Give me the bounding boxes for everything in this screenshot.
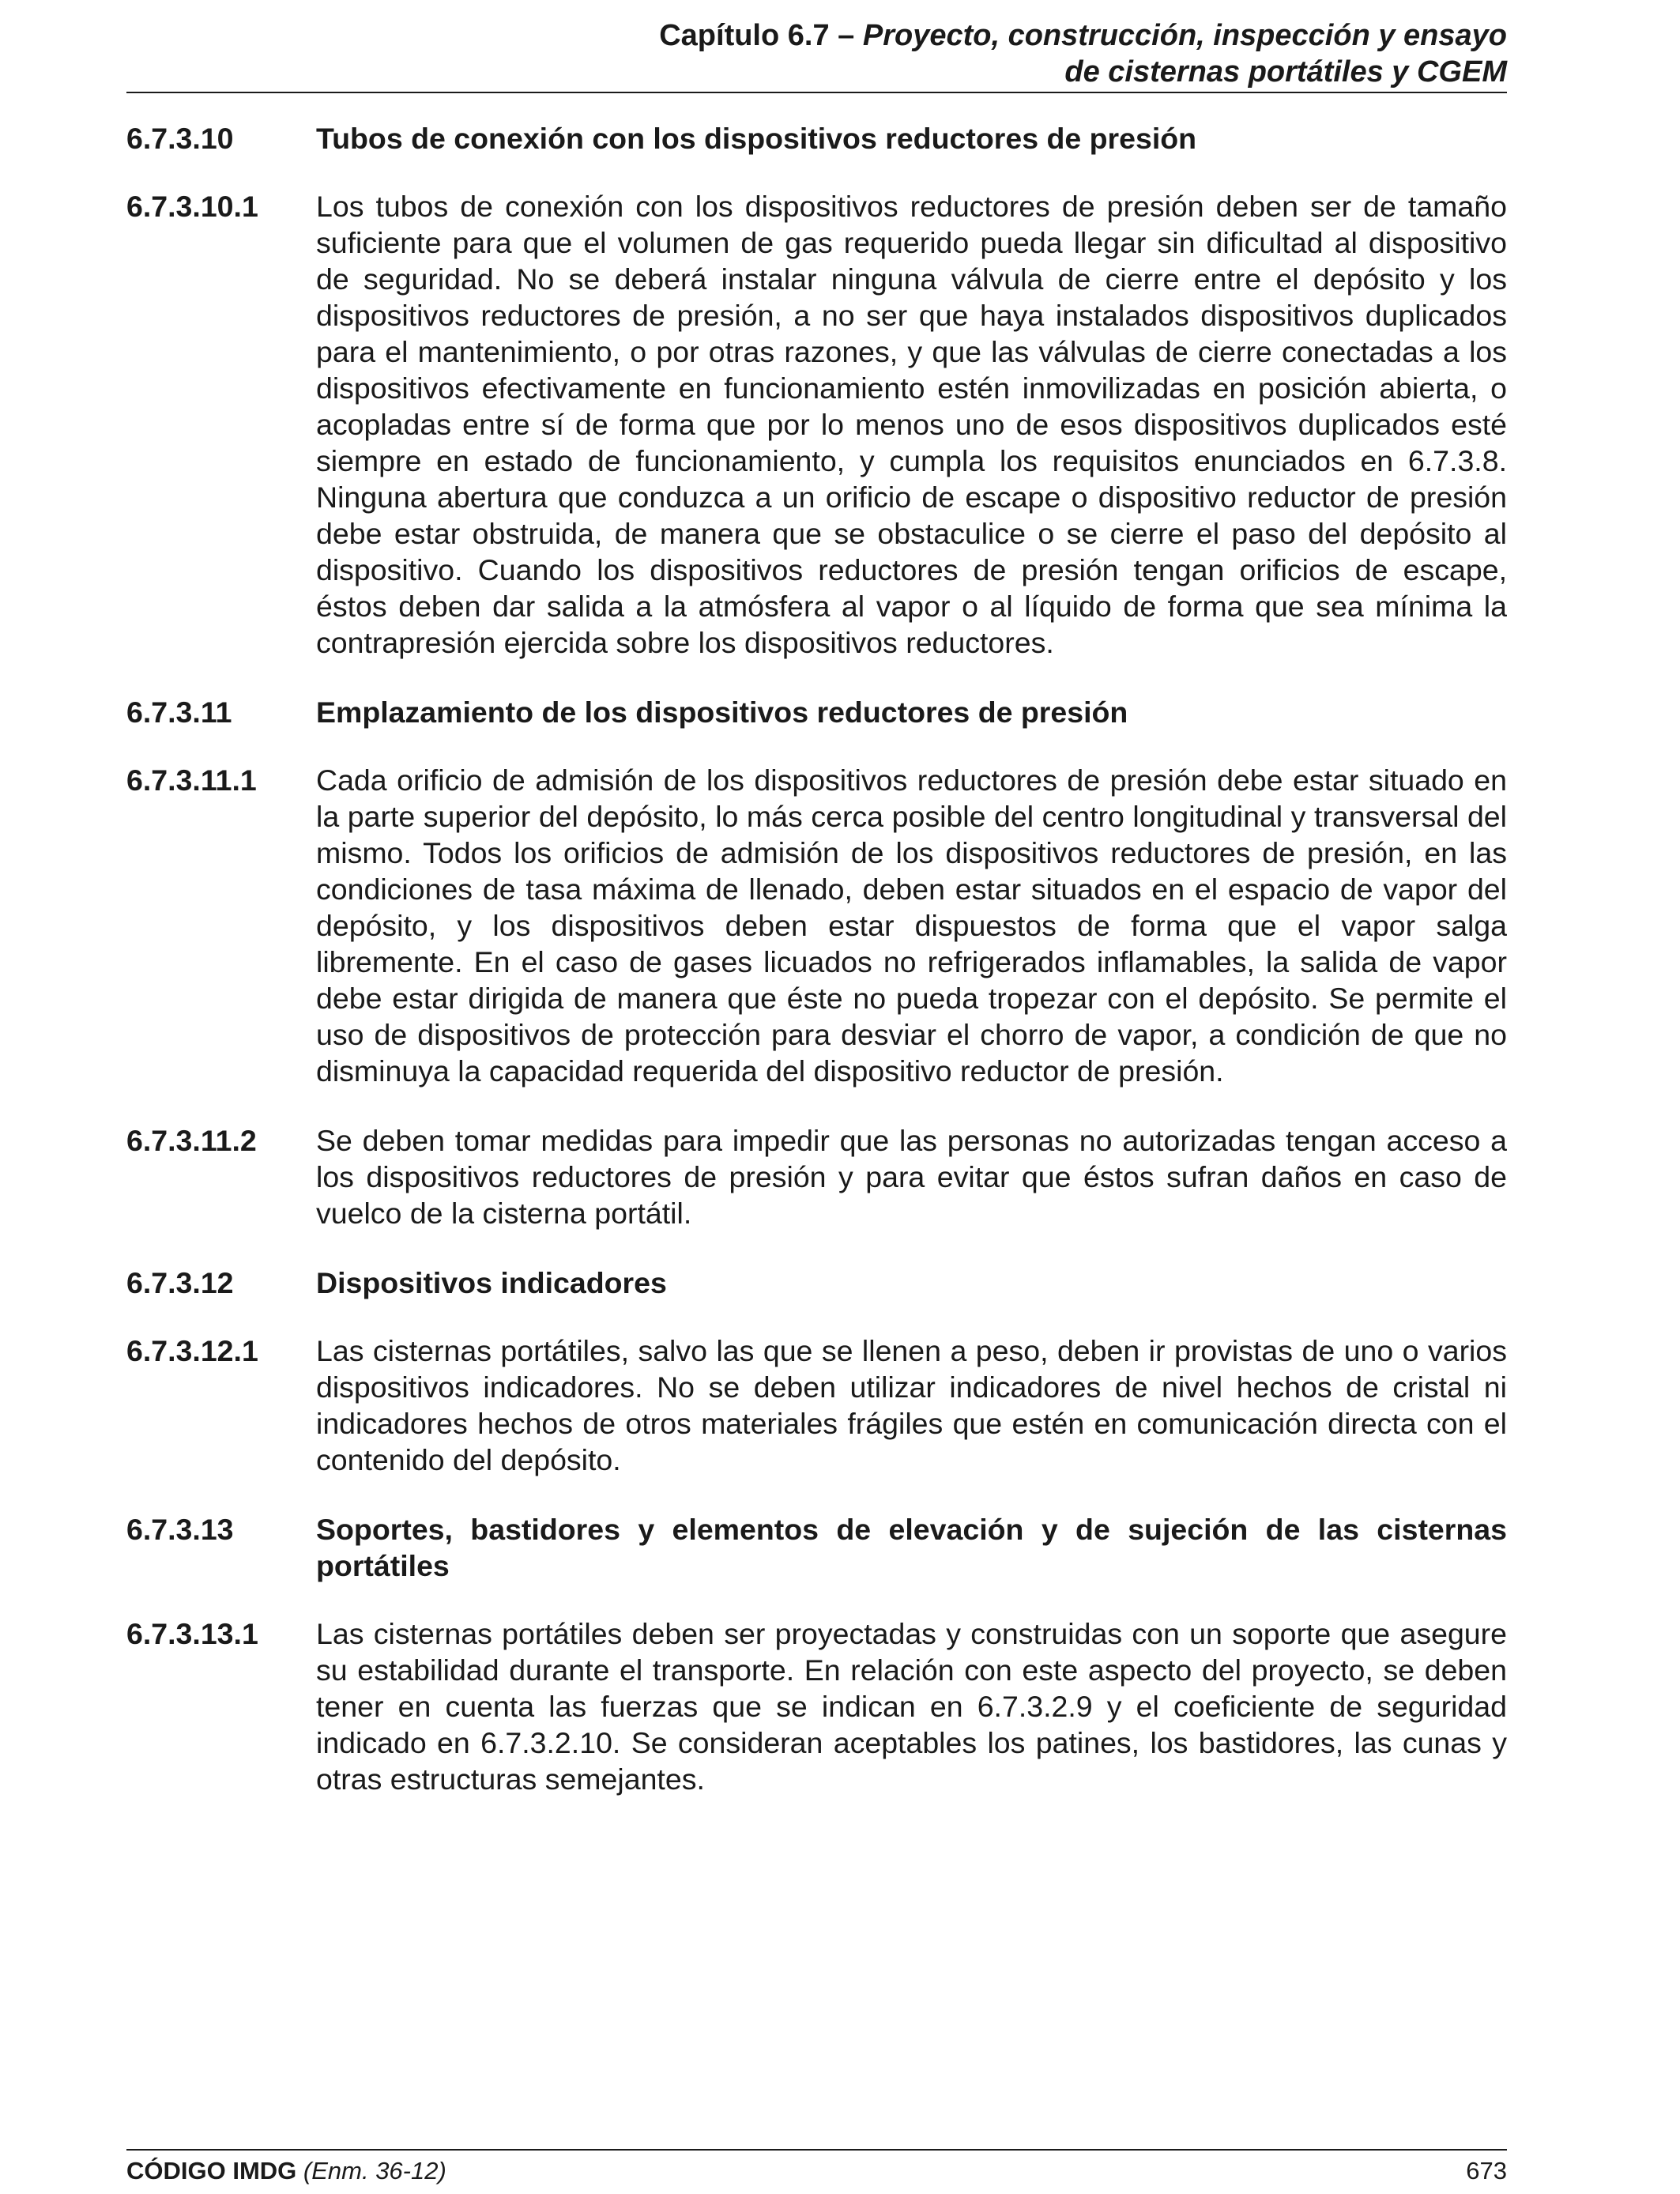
document-page	[126, 0, 1507, 2194]
paragraph-text: Los tubos de conexión con los dispositivos reductores de presión deben ser de tamaño suficiente para que el volumen de gas requerido pueda llegar sin dificultad al dispositivo de seguridad. No se deberá instalar ninguna válvula de cierre entre el depósito y los dispositivos reductores de presión, a no ser que haya instalados dispositivos duplicados para el mantenimiento, o por otras razones, y que las válvulas de cierre conectadas a los dispositivos efectivamente en funcionamiento estén inmovilizadas en posición abierta, o acopladas entre sí de forma que por lo menos uno de esos dispositivos duplicados esté siempre en estado de funcionamiento, y cumpla los requisitos enunciados en 6.7.3.8. Ninguna abertura que conduzca a un orificio de escape o dispositivo reductor de presión debe estar obstruida, de manera que se obstaculice o se cierre el paso del depósito al dispositivo. Cuando los dispositivos reductores de presión tengan orificios de escape, éstos deben dar salida a la atmósfera al vapor o al líquido de forma que sea mínima la contrapresión ejercida sobre los dispositivos reductores.	[316, 190, 1507, 659]
publication-name: CÓDIGO IMDG	[126, 2157, 297, 2185]
section-title: Emplazamiento de los dispositivos reductores de presión	[316, 696, 1128, 729]
paragraph-text: Las cisternas portátiles, salvo las que se llenen a peso, deben ir provistas de uno o varios dispositivos indicadores. No se deben utilizar indicadores de nivel hechos de cristal ni indicadores hechos de otros materiales frágiles que estén en comunicación directa con el contenido del depósito.	[316, 1334, 1507, 1476]
amendment-label: (Enm. 36-12)	[303, 2157, 446, 2185]
paragraph-number: 6.7.3.12.1	[126, 1334, 258, 1367]
section-heading	[126, 120, 1507, 156]
section-number: 6.7.3.11	[126, 696, 232, 729]
paragraph-text: Cada orificio de admisión de los dispositivos reductores de presión debe estar situado en la parte superior del depósito, lo más cerca posible del centro longitudinal y transversal del mismo. Todos los orificios de admisión de los dispositivos reductores de presión, en las condiciones de tasa máxima de llenado, deben estar situados en el espacio de vapor del depósito, y los dispositivos deben estar dispuestos de forma que el vapor salga libremente. En el caso de gases licuados no refrigerados inflamables, la salida de vapor debe estar dirigida de manera que éste no pueda tropezar con el depósito. Se permite el uso de dispositivos de protección para desviar el chorro de vapor, a condición de que no disminuya la capacidad requerida del dispositivo reductor de presión.	[316, 763, 1507, 1088]
footer-publication	[126, 2156, 446, 2186]
paragraph-text: Se deben tomar medidas para impedir que las personas no autorizadas tengan acceso a los dispositivos reductores de presión y para evitar que éstos sufran daños en caso de vuelco de la cisterna portátil.	[316, 1124, 1507, 1230]
section-heading	[126, 694, 1507, 730]
paragraph-number: 6.7.3.10.1	[126, 190, 258, 223]
section-number: 6.7.3.12	[126, 1266, 234, 1299]
section-title: Tubos de conexión con los dispositivos reductores de presión	[316, 122, 1197, 155]
header-line-1	[126, 17, 1507, 54]
paragraph-number: 6.7.3.11.2	[126, 1124, 257, 1157]
section-paragraph	[126, 188, 1507, 661]
section-heading	[126, 1265, 1507, 1301]
main-content	[126, 120, 1507, 1830]
page-number: 673	[1466, 2157, 1507, 2185]
running-header	[126, 17, 1507, 90]
chapter-title-line-1: Proyecto, construcción, inspección y ensayo	[862, 19, 1507, 52]
section-number: 6.7.3.13	[126, 1513, 234, 1546]
chapter-number: Capítulo 6.7 –	[659, 19, 855, 52]
section-paragraph	[126, 1333, 1507, 1478]
section-paragraph	[126, 1122, 1507, 1231]
section-title: Soportes, bastidores y elementos de elevación y de sujeción de las cisternas portátiles	[316, 1513, 1507, 1582]
section-paragraph	[126, 1615, 1507, 1797]
chapter-title-line-2: de cisternas portátiles y CGEM	[1064, 55, 1507, 89]
section-number: 6.7.3.10	[126, 122, 234, 155]
paragraph-number: 6.7.3.11.1	[126, 763, 257, 797]
header-divider	[126, 92, 1507, 93]
section-title: Dispositivos indicadores	[316, 1266, 667, 1299]
section-paragraph	[126, 762, 1507, 1089]
paragraph-number: 6.7.3.13.1	[126, 1617, 258, 1650]
section-heading	[126, 1511, 1507, 1584]
paragraph-text: Las cisternas portátiles deben ser proyectadas y construidas con un soporte que asegure su estabilidad durante el transporte. En relación con este aspecto del proyecto, se deben tener en cuenta las fuerzas que se indican en 6.7.3.2.9 y el coeficiente de seguridad indicado en 6.7.3.2.10. Se consideran aceptables los patines, los bastidores, las cunas y otras estructuras semejantes.	[316, 1617, 1507, 1796]
footer-divider	[126, 2149, 1507, 2151]
running-footer	[126, 2156, 1507, 2186]
